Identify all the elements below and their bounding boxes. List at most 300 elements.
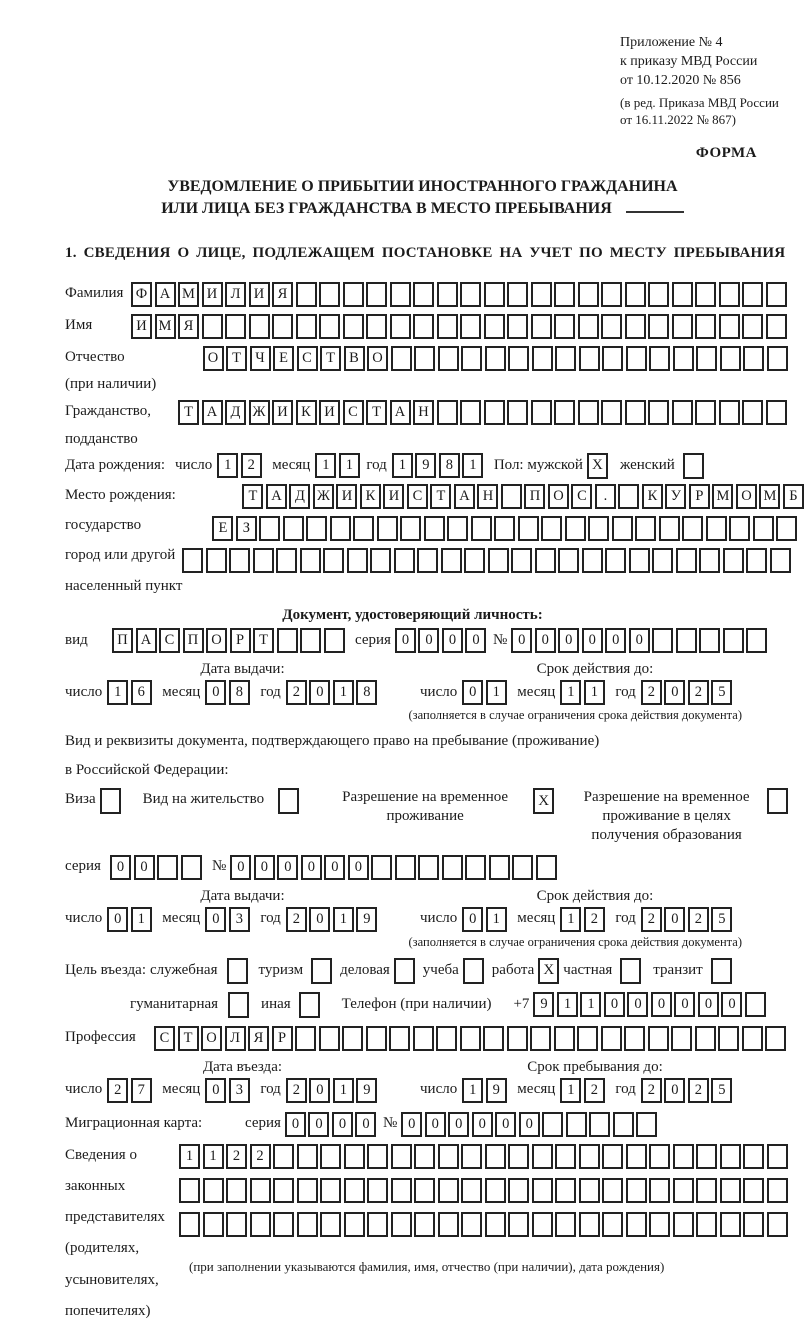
char-box[interactable] [300,548,321,573]
char-box[interactable]: 2 [226,1144,247,1169]
char-box[interactable] [532,1178,553,1203]
char-box[interactable]: . [595,484,616,509]
char-box[interactable] [465,855,486,880]
char-box[interactable] [635,516,656,541]
char-box[interactable] [508,1144,529,1169]
char-box[interactable] [532,346,553,371]
char-box[interactable] [531,314,552,339]
char-box[interactable] [695,1026,716,1051]
char-box[interactable] [400,516,421,541]
char-box[interactable] [723,548,744,573]
char-box[interactable] [649,1144,670,1169]
char-box[interactable] [673,346,694,371]
char-box[interactable]: 0 [448,1112,469,1137]
char-box[interactable] [436,1026,457,1051]
char-box[interactable] [652,548,673,573]
char-box[interactable]: О [736,484,757,509]
char-box[interactable] [250,1212,271,1237]
char-box[interactable]: 0 [107,907,128,932]
char-box[interactable]: 6 [131,680,152,705]
char-box[interactable] [719,314,740,339]
char-box[interactable] [343,314,364,339]
char-box[interactable]: 0 [674,992,695,1017]
char-box[interactable] [413,1026,434,1051]
char-box[interactable]: С [407,484,428,509]
char-box[interactable] [485,1178,506,1203]
char-box[interactable] [249,314,270,339]
char-box[interactable]: Ф [131,282,152,307]
char-box[interactable]: 1 [486,680,507,705]
char-box[interactable] [273,1178,294,1203]
char-box[interactable] [319,314,340,339]
char-box[interactable] [460,314,481,339]
char-box[interactable] [438,1212,459,1237]
purpose-transit-checkbox[interactable] [711,958,732,984]
char-box[interactable]: 2 [250,1144,271,1169]
char-box[interactable]: С [343,400,364,425]
char-box[interactable] [579,346,600,371]
char-box[interactable] [652,628,673,653]
char-box[interactable] [672,282,693,307]
char-box[interactable]: 5 [711,1078,732,1103]
char-box[interactable]: 1 [131,907,152,932]
char-box[interactable] [719,400,740,425]
char-box[interactable] [555,346,576,371]
char-box[interactable]: 0 [309,1078,330,1103]
char-box[interactable]: А [454,484,475,509]
char-box[interactable] [395,855,416,880]
char-box[interactable]: К [360,484,381,509]
char-box[interactable]: 0 [332,1112,353,1137]
char-box[interactable]: Л [225,282,246,307]
char-box[interactable] [507,282,528,307]
char-box[interactable]: А [136,628,157,653]
char-box[interactable] [743,346,764,371]
char-box[interactable]: П [524,484,545,509]
char-box[interactable] [484,314,505,339]
char-box[interactable] [344,1212,365,1237]
char-box[interactable] [438,1178,459,1203]
char-box[interactable] [512,855,533,880]
char-box[interactable] [344,1144,365,1169]
char-box[interactable]: Ж [249,400,270,425]
char-box[interactable] [320,1178,341,1203]
char-box[interactable] [367,1178,388,1203]
char-box[interactable] [696,346,717,371]
char-box[interactable] [671,1026,692,1051]
char-box[interactable] [696,1144,717,1169]
char-box[interactable] [225,314,246,339]
char-box[interactable] [742,1026,763,1051]
char-box[interactable] [417,548,438,573]
char-box[interactable]: 0 [309,680,330,705]
char-box[interactable]: 0 [205,1078,226,1103]
char-box[interactable] [296,314,317,339]
char-box[interactable]: 0 [558,628,579,653]
char-box[interactable]: 5 [711,680,732,705]
char-box[interactable] [602,1178,623,1203]
visa-checkbox[interactable] [100,788,121,814]
char-box[interactable] [706,516,727,541]
char-box[interactable]: 0 [418,628,439,653]
char-box[interactable]: 0 [582,628,603,653]
char-box[interactable]: О [367,346,388,371]
char-box[interactable] [676,548,697,573]
char-box[interactable]: 5 [711,907,732,932]
char-box[interactable]: И [336,484,357,509]
char-box[interactable] [418,855,439,880]
char-box[interactable]: 0 [664,680,685,705]
char-box[interactable] [283,516,304,541]
char-box[interactable]: 1 [462,1078,483,1103]
char-box[interactable] [226,1212,247,1237]
char-box[interactable]: 9 [415,453,436,478]
char-box[interactable]: 1 [339,453,360,478]
char-box[interactable]: И [249,282,270,307]
temp-residence-checkbox[interactable]: X [533,788,554,814]
char-box[interactable]: 0 [462,907,483,932]
char-box[interactable]: Я [272,282,293,307]
char-box[interactable] [601,400,622,425]
char-box[interactable]: 0 [604,992,625,1017]
char-box[interactable]: 1 [560,907,581,932]
char-box[interactable] [636,1112,657,1137]
char-box[interactable] [682,516,703,541]
char-box[interactable] [720,1144,741,1169]
char-box[interactable] [460,400,481,425]
char-box[interactable]: О [201,1026,222,1051]
char-box[interactable] [367,1144,388,1169]
char-box[interactable]: 1 [179,1144,200,1169]
char-box[interactable] [579,1178,600,1203]
char-box[interactable]: 0 [511,628,532,653]
char-box[interactable]: О [548,484,569,509]
char-box[interactable]: 0 [425,1112,446,1137]
char-box[interactable]: С [571,484,592,509]
char-box[interactable]: 0 [495,1112,516,1137]
char-box[interactable] [626,1144,647,1169]
char-box[interactable] [566,1112,587,1137]
char-box[interactable] [461,346,482,371]
char-box[interactable] [589,1112,610,1137]
char-box[interactable] [625,314,646,339]
char-box[interactable] [179,1178,200,1203]
char-box[interactable]: И [131,314,152,339]
char-box[interactable] [582,548,603,573]
char-box[interactable]: 0 [308,1112,329,1137]
char-box[interactable]: Т [242,484,263,509]
char-box[interactable] [483,1026,504,1051]
purpose-official-checkbox[interactable] [227,958,248,984]
char-box[interactable]: 3 [229,907,250,932]
char-box[interactable] [438,1144,459,1169]
char-box[interactable]: 0 [465,628,486,653]
char-box[interactable]: 1 [560,1078,581,1103]
char-box[interactable] [743,1144,764,1169]
char-box[interactable] [659,516,680,541]
char-box[interactable] [531,282,552,307]
char-box[interactable]: Т [253,628,274,653]
char-box[interactable]: И [383,484,404,509]
char-box[interactable] [390,282,411,307]
char-box[interactable] [530,1026,551,1051]
char-box[interactable] [347,548,368,573]
char-box[interactable]: Б [783,484,804,509]
char-box[interactable] [391,1178,412,1203]
char-box[interactable] [391,1144,412,1169]
char-box[interactable] [320,1144,341,1169]
char-box[interactable]: Т [226,346,247,371]
char-box[interactable] [767,1212,788,1237]
char-box[interactable]: 0 [401,1112,422,1137]
char-box[interactable]: 1 [392,453,413,478]
residence-permit-checkbox[interactable] [278,788,299,814]
char-box[interactable] [649,1212,670,1237]
char-box[interactable]: В [344,346,365,371]
char-box[interactable] [753,516,774,541]
char-box[interactable] [273,1144,294,1169]
char-box[interactable]: 0 [205,907,226,932]
char-box[interactable]: 7 [131,1078,152,1103]
char-box[interactable]: 0 [348,855,369,880]
char-box[interactable] [202,314,223,339]
char-box[interactable]: 1 [584,680,605,705]
char-box[interactable] [578,314,599,339]
char-box[interactable]: 0 [134,855,155,880]
char-box[interactable]: 8 [439,453,460,478]
char-box[interactable] [464,548,485,573]
char-box[interactable] [390,314,411,339]
char-box[interactable] [344,1178,365,1203]
char-box[interactable] [297,1212,318,1237]
char-box[interactable] [588,516,609,541]
char-box[interactable] [767,346,788,371]
char-box[interactable]: 0 [285,1112,306,1137]
char-box[interactable] [461,1144,482,1169]
char-box[interactable] [330,516,351,541]
purpose-humanitarian-checkbox[interactable] [228,992,249,1018]
char-box[interactable]: 1 [315,453,336,478]
char-box[interactable]: 0 [462,680,483,705]
char-box[interactable]: 0 [324,855,345,880]
char-box[interactable] [531,400,552,425]
char-box[interactable] [300,628,321,653]
char-box[interactable]: 1 [333,907,354,932]
char-box[interactable] [272,314,293,339]
char-box[interactable] [625,282,646,307]
char-box[interactable]: 2 [641,1078,662,1103]
edu-residence-checkbox[interactable] [767,788,788,814]
char-box[interactable]: 2 [584,1078,605,1103]
char-box[interactable]: 0 [627,992,648,1017]
char-box[interactable] [511,548,532,573]
sex-male-checkbox[interactable]: X [587,453,608,479]
char-box[interactable] [507,400,528,425]
char-box[interactable]: 0 [651,992,672,1017]
char-box[interactable]: 1 [462,453,483,478]
char-box[interactable]: С [297,346,318,371]
char-box[interactable]: Т [430,484,451,509]
char-box[interactable] [579,1212,600,1237]
char-box[interactable]: 2 [688,1078,709,1103]
char-box[interactable]: 2 [286,680,307,705]
char-box[interactable]: М [712,484,733,509]
char-box[interactable]: У [665,484,686,509]
char-box[interactable] [554,1026,575,1051]
char-box[interactable] [367,1212,388,1237]
char-box[interactable] [579,1144,600,1169]
char-box[interactable] [389,1026,410,1051]
char-box[interactable] [729,516,750,541]
char-box[interactable]: 0 [395,628,416,653]
char-box[interactable] [602,1212,623,1237]
char-box[interactable]: П [183,628,204,653]
purpose-business-checkbox[interactable] [394,958,415,984]
char-box[interactable] [353,516,374,541]
char-box[interactable] [297,1144,318,1169]
char-box[interactable] [437,314,458,339]
char-box[interactable] [672,314,693,339]
char-box[interactable] [746,628,767,653]
char-box[interactable]: 0 [519,1112,540,1137]
char-box[interactable] [742,400,763,425]
char-box[interactable] [612,516,633,541]
char-box[interactable] [766,282,787,307]
char-box[interactable] [508,1178,529,1203]
char-box[interactable]: 1 [486,907,507,932]
char-box[interactable] [649,1178,670,1203]
char-box[interactable]: А [266,484,287,509]
char-box[interactable]: 1 [580,992,601,1017]
char-box[interactable] [555,1212,576,1237]
char-box[interactable]: И [319,400,340,425]
char-box[interactable] [377,516,398,541]
char-box[interactable] [507,1026,528,1051]
char-box[interactable] [719,282,740,307]
char-box[interactable] [460,1026,481,1051]
char-box[interactable] [250,1178,271,1203]
char-box[interactable]: Р [230,628,251,653]
char-box[interactable] [366,314,387,339]
char-box[interactable]: Н [413,400,434,425]
char-box[interactable]: 1 [217,453,238,478]
char-box[interactable]: Д [225,400,246,425]
purpose-tourism-checkbox[interactable] [311,958,332,984]
char-box[interactable]: 8 [229,680,250,705]
char-box[interactable] [743,1212,764,1237]
char-box[interactable] [648,282,669,307]
char-box[interactable]: 1 [557,992,578,1017]
char-box[interactable]: М [155,314,176,339]
char-box[interactable] [226,1178,247,1203]
char-box[interactable] [366,282,387,307]
char-box[interactable]: 8 [356,680,377,705]
char-box[interactable] [371,855,392,880]
char-box[interactable] [673,1212,694,1237]
char-box[interactable] [578,282,599,307]
char-box[interactable] [157,855,178,880]
char-box[interactable]: 0 [110,855,131,880]
char-box[interactable] [742,282,763,307]
char-box[interactable]: Я [248,1026,269,1051]
char-box[interactable] [542,1112,563,1137]
char-box[interactable] [508,1212,529,1237]
char-box[interactable]: С [159,628,180,653]
char-box[interactable] [624,1026,645,1051]
char-box[interactable] [648,400,669,425]
char-box[interactable] [696,1212,717,1237]
char-box[interactable]: К [642,484,663,509]
char-box[interactable] [673,1144,694,1169]
char-box[interactable]: 1 [333,1078,354,1103]
char-box[interactable] [535,548,556,573]
char-box[interactable] [342,1026,363,1051]
char-box[interactable]: 1 [203,1144,224,1169]
char-box[interactable] [179,1212,200,1237]
char-box[interactable] [555,1144,576,1169]
char-box[interactable]: Т [178,1026,199,1051]
char-box[interactable] [437,282,458,307]
char-box[interactable]: 3 [229,1078,250,1103]
char-box[interactable] [626,1212,647,1237]
char-box[interactable]: З [236,516,257,541]
char-box[interactable] [277,628,298,653]
char-box[interactable] [391,346,412,371]
char-box[interactable]: О [203,346,224,371]
char-box[interactable]: 2 [641,907,662,932]
char-box[interactable] [488,548,509,573]
char-box[interactable]: 9 [356,1078,377,1103]
char-box[interactable] [601,282,622,307]
char-box[interactable] [518,516,539,541]
char-box[interactable] [565,516,586,541]
char-box[interactable] [613,1112,634,1137]
char-box[interactable]: М [178,282,199,307]
char-box[interactable] [742,314,763,339]
char-box[interactable] [203,1178,224,1203]
char-box[interactable]: 2 [286,1078,307,1103]
char-box[interactable] [319,1026,340,1051]
char-box[interactable] [699,628,720,653]
char-box[interactable]: 0 [355,1112,376,1137]
char-box[interactable] [554,314,575,339]
char-box[interactable]: 0 [442,628,463,653]
char-box[interactable] [320,1212,341,1237]
char-box[interactable] [625,400,646,425]
char-box[interactable]: 9 [356,907,377,932]
char-box[interactable] [295,1026,316,1051]
char-box[interactable]: А [202,400,223,425]
char-box[interactable] [324,628,345,653]
sex-female-checkbox[interactable] [683,453,704,479]
char-box[interactable]: Л [225,1026,246,1051]
char-box[interactable] [508,346,529,371]
char-box[interactable] [203,1212,224,1237]
char-box[interactable] [745,992,766,1017]
char-box[interactable] [414,1144,435,1169]
char-box[interactable]: М [759,484,780,509]
char-box[interactable]: П [112,628,133,653]
char-box[interactable] [343,282,364,307]
char-box[interactable] [206,548,227,573]
char-box[interactable] [532,1212,553,1237]
char-box[interactable] [743,1178,764,1203]
char-box[interactable] [554,400,575,425]
char-box[interactable]: Ж [313,484,334,509]
char-box[interactable] [259,516,280,541]
char-box[interactable] [673,1178,694,1203]
char-box[interactable]: 0 [605,628,626,653]
